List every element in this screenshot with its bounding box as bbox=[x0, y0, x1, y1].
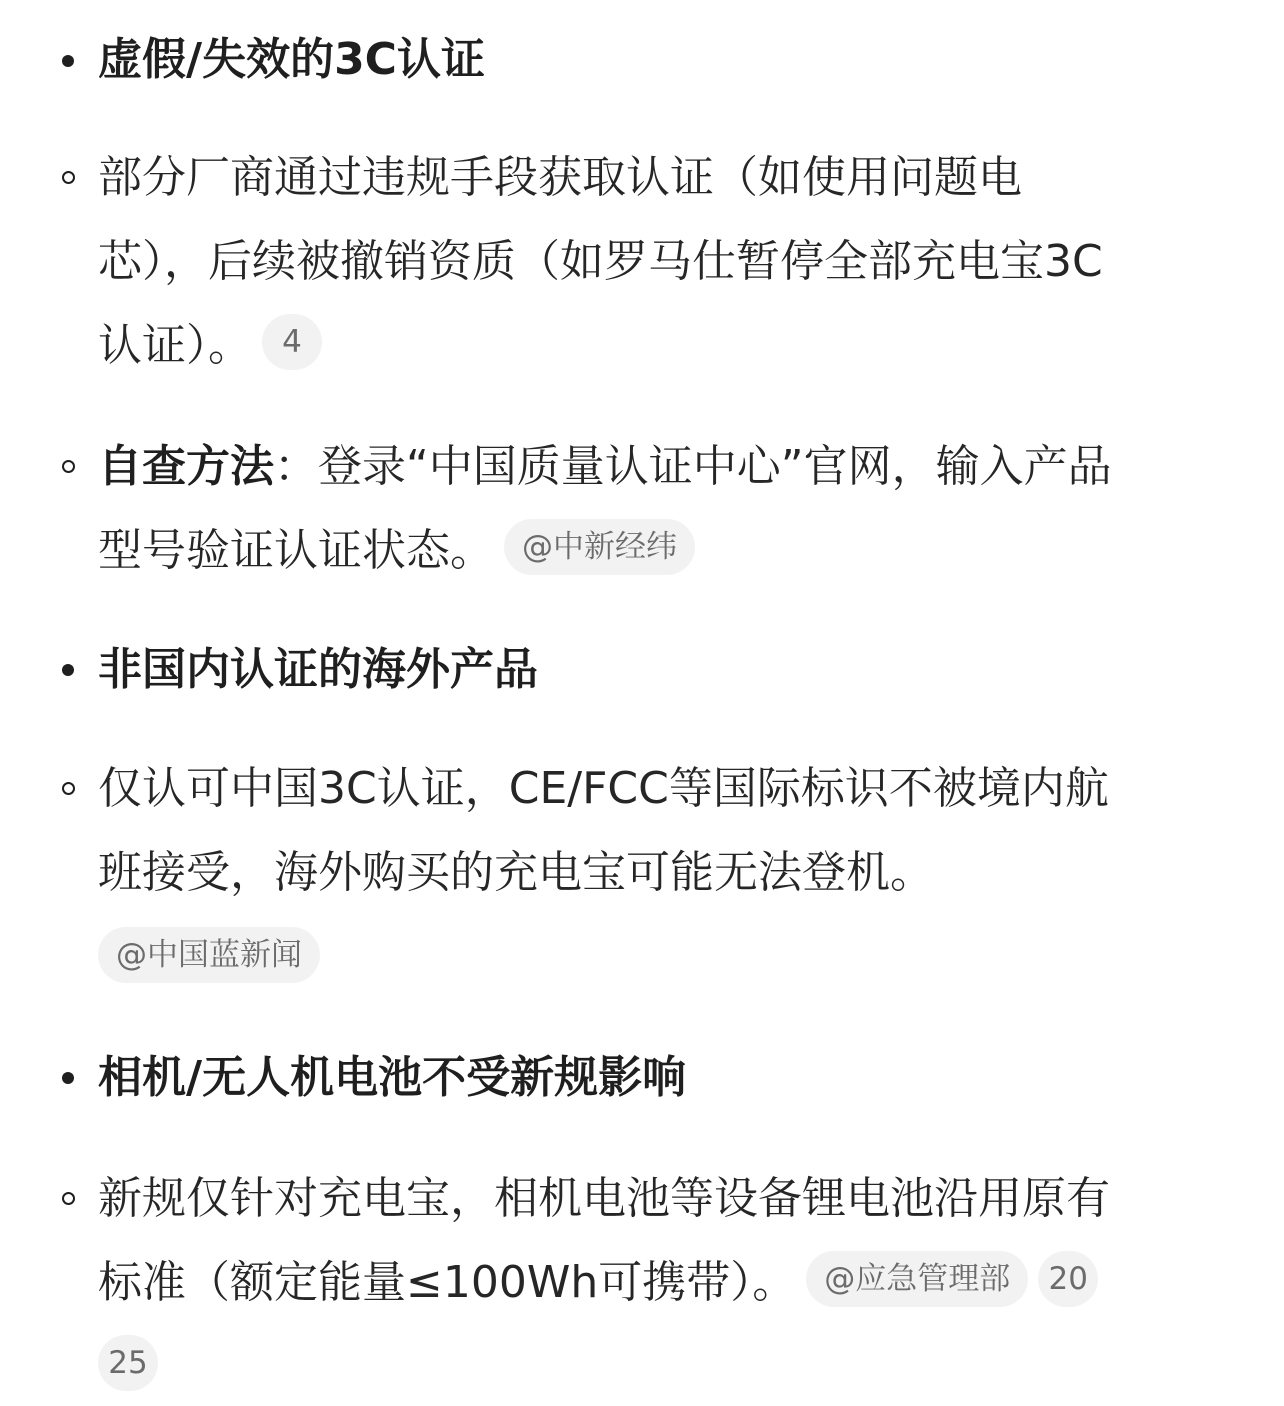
list-item-line: 部分厂商通过违规手段获取认证（如使用问题电 bbox=[98, 152, 1022, 203]
list-item-line: 仅认可中国3C认证，CE/FCC等国际标识不被境内航 bbox=[98, 763, 1109, 814]
list-item-text: 登录“中国质量认证中心”官网，输入产品 bbox=[318, 441, 1112, 492]
list-item-text: 型号验证认证状态。 bbox=[98, 525, 494, 576]
list-item bbox=[98, 747, 1228, 915]
list-item bbox=[98, 1157, 1228, 1325]
list-bullet-icon bbox=[62, 460, 75, 473]
section-heading: 非国内认证的海外产品 bbox=[98, 644, 538, 695]
item-label: 自查方法 bbox=[98, 441, 274, 492]
list-item-text: 标准（额定能量≤100Wh可携带）。 bbox=[98, 1257, 797, 1308]
item-separator: ： bbox=[274, 441, 318, 492]
source-badge[interactable]: @应急管理部 bbox=[806, 1251, 1028, 1307]
source-badge[interactable]: @中国蓝新闻 bbox=[98, 927, 320, 983]
section-heading: 相机/无人机电池不受新规影响 bbox=[98, 1052, 687, 1103]
source-row bbox=[98, 927, 320, 983]
list-bullet-icon bbox=[62, 782, 75, 795]
list-item-line bbox=[98, 304, 1228, 388]
list-bullet-icon bbox=[62, 171, 75, 184]
heading-bullet-icon bbox=[62, 1072, 74, 1084]
citation-badge[interactable]: 25 bbox=[98, 1335, 158, 1391]
heading-bullet-icon bbox=[62, 55, 74, 67]
list-item-line: 新规仅针对充电宝，相机电池等设备锂电池沿用原有 bbox=[98, 1173, 1110, 1224]
citation-badge[interactable]: 20 bbox=[1038, 1251, 1098, 1307]
heading-bullet-icon bbox=[62, 664, 74, 676]
list-item-line bbox=[98, 1241, 1228, 1325]
list-bullet-icon bbox=[62, 1192, 75, 1205]
list-item-line bbox=[98, 509, 1228, 593]
source-badge[interactable]: @中新经纬 bbox=[504, 519, 695, 575]
citation-badge[interactable]: 4 bbox=[262, 314, 322, 370]
list-item-line: 班接受，海外购买的充电宝可能无法登机。 bbox=[98, 847, 934, 898]
list-item bbox=[98, 136, 1228, 388]
citation-row bbox=[98, 1335, 158, 1391]
list-item bbox=[98, 425, 1228, 593]
list-item-text: 认证）。 bbox=[98, 320, 252, 371]
list-item-line bbox=[98, 425, 1228, 509]
list-item-line: 芯），后续被撤销资质（如罗马仕暂停全部充电宝3C bbox=[98, 236, 1103, 287]
section-heading: 虚假/失效的3C认证 bbox=[98, 34, 485, 85]
